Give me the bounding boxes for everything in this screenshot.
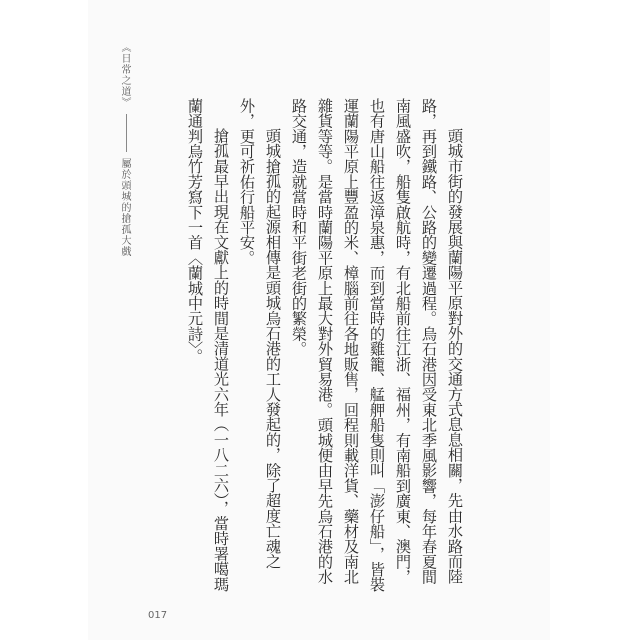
paragraph-qianggu-record: 搶孤最早出現在文獻上的時間是清道光六年（一八二六），當時署噶瑪蘭通判烏竹芳寫下一首〈蘭城中元詩〉。 bbox=[186, 98, 230, 592]
paragraph-harbor-history: 頭城市街的發展與蘭陽平原對外的交通方式息息相關，先由水路而陸路，再到鐵路、公路的變遷過程。烏石港因受東北季風影響，每年春夏間南風盛吹，船隻啟航時，有北船前往江浙、福州，有南船到廣東、澳門，也有唐山船往返漳泉惠，而到當時的雞籠、艋舺船隻則叫「澎仔船」，皆裝運蘭陽平原上豐盈的米、樟腦前往各地販售，回程則載洋貨、藥材及南北雜貨等等。是當時蘭陽平原上最大對外貿易港。頭城便由早先烏石港的水路交通，造就當時和平街老街的繁榮。 bbox=[290, 98, 464, 592]
page-number: 017 bbox=[148, 610, 168, 621]
running-head-section: 《日常之道》 bbox=[119, 42, 130, 108]
running-head bbox=[118, 42, 132, 262]
paragraph-qianggu-origin: 頭城搶孤的起源相傳是頭城烏石港的工人發起的，除了超度亡魂之外，更可祈佑行船平安。 bbox=[238, 98, 282, 570]
running-head-chapter-title: 屬於頭城的搶孤大戲 bbox=[119, 158, 130, 257]
running-head-rule bbox=[126, 114, 127, 152]
body-text bbox=[150, 98, 468, 596]
